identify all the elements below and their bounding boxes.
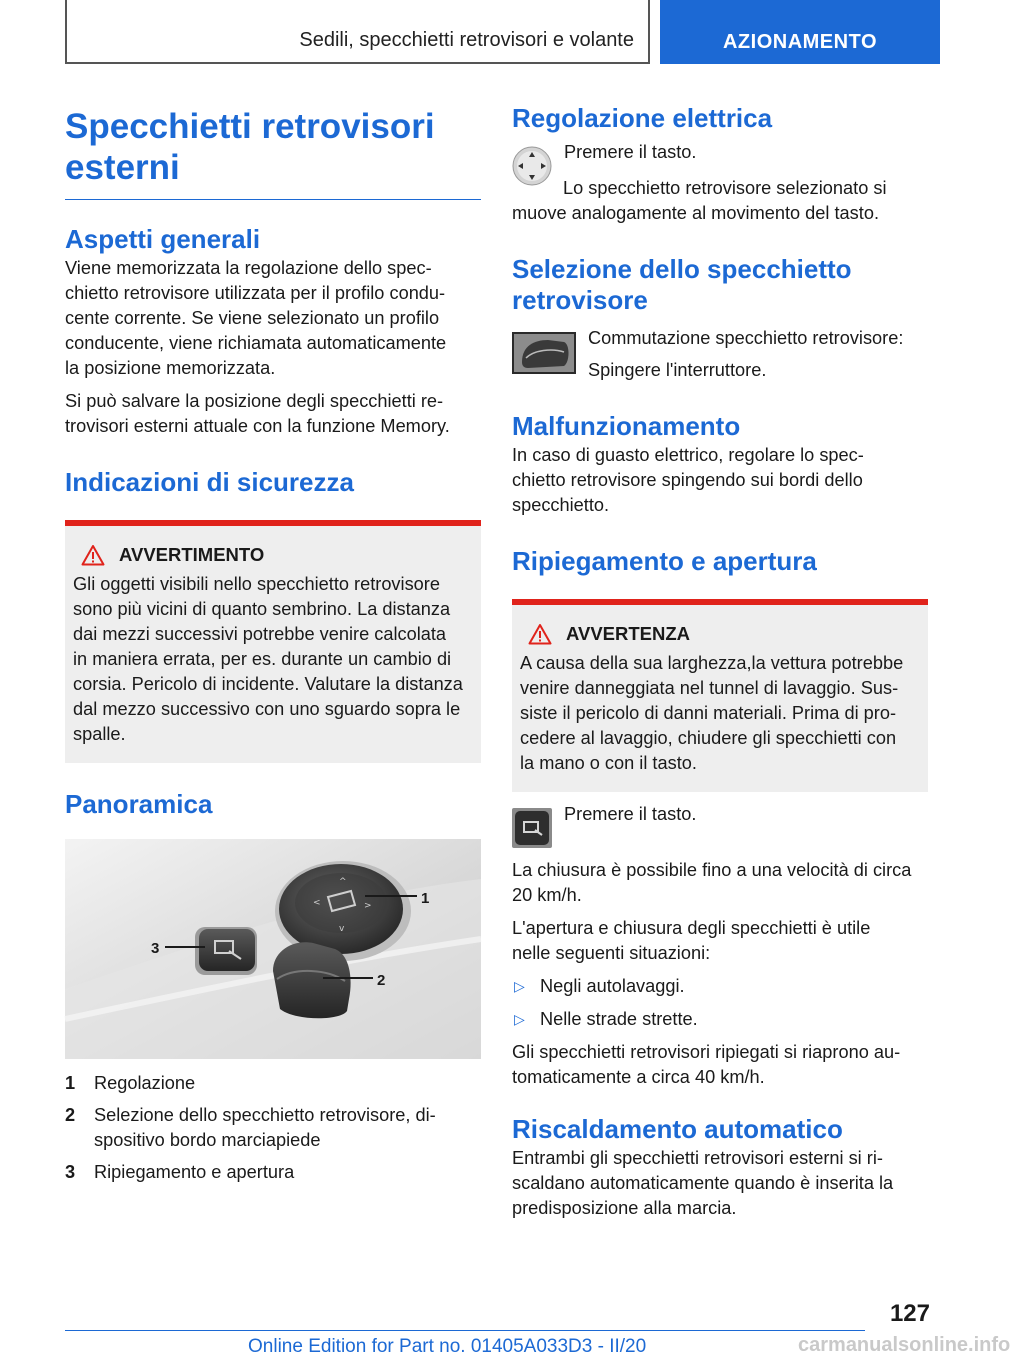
footer-edition: Online Edition for Part no. 01405A033D3 - II/20 [248,1336,647,1357]
fold-paragraph-3: Gli specchietti retrovisori ripiegati si riaprono au- tomaticamente a circa 40 km/h. [512,1042,901,1087]
heating-heading: Riscaldamento automatico [512,1114,843,1144]
fold-paragraph-2: L'apertura e chiusura degli specchietti è utile nelle seguenti situazioni: [512,918,871,963]
electric-paragraph: Lo specchietto retrovisore selezionato si muove analogamente al movimento del tasto. [512,178,887,223]
list-item: ▷ Negli autolavaggi. [512,974,928,999]
caution-title: AVVERTENZA [566,623,691,644]
bullet-triangle-icon: ▷ [514,1011,525,1027]
electric-press: Premere il tasto. [564,142,697,162]
caution-box [512,599,928,792]
malfunction-heading: Malfunzionamento [512,411,741,441]
select-heading: Selezione dello specchietto retrovisore [512,254,852,315]
fold-press: Premere il tasto. [564,804,697,824]
photo-legend [65,1071,481,1185]
header-chapter-tab [660,0,940,64]
warning-title: AVVERTIMENTO [119,544,265,565]
page-number: 127 [889,1300,930,1327]
bullet-triangle-icon: ▷ [514,978,525,994]
electric-heading: Regolazione elettrica [512,103,773,133]
warning-text: Gli oggetti visibili nello specchietto retrovisore sono più vicini di quanto sembrino. La distanza dai mezzi successivi potrebbe venire calcolata in maniera errata, per es. durante un cambio di corsia. Pericolo di incidente. Valutare la distanza dal mezzo successivo con uno sguardo sopra le spalle. [73,574,463,744]
right-column [512,100,928,1221]
safety-heading: Indicazioni di sicurezza [65,467,354,497]
header-section-title: Sedili, specchietti retrovisori e volante [299,29,634,51]
svg-text:>: > [364,901,372,911]
callout-2: 2 [377,972,386,989]
mirror-controls-photo [65,839,481,1059]
heating-paragraph: Entrambi gli specchietti retrovisori esterni si ri- scaldano automaticamente quando è inserita la predisposizione alla marcia. [512,1148,894,1218]
warning-triangle-icon [81,544,105,566]
fold-paragraph-1: La chiusura è possibile fino a una velocità di circa 20 km/h. [512,860,912,905]
warning-triangle-icon [528,623,552,645]
svg-text:^: ^ [339,877,347,887]
caution-text: A causa della sua larghezza,la vettura potrebbe venire danneggiata nel tunnel di lavaggio. Sus- siste il pericolo di danni materiali. Prima di pro- cedere al lavaggio, chiudere gli specchietti con la mano o con il tasto. [520,653,904,773]
left-column [65,100,481,1185]
header-chapter-title: AZIONAMENTO [722,31,877,53]
legend-item: 3 Ripiegamento e apertura [65,1162,295,1182]
page-title: Specchietti retrovisori esterni [65,107,435,187]
select-paragraph-1: Commutazione specchietto retrovisore: [588,328,904,348]
watermark: carmanualsonline.info [798,1333,1010,1356]
mirror-fold-button-icon [512,808,552,848]
mirror-select-switch-icon [512,332,576,374]
legend-item: 1 Regolazione [65,1073,196,1093]
svg-text:v: v [339,924,345,934]
select-paragraph-2: Spingere l'interruttore. [588,360,767,380]
general-heading: Aspetti generali [65,224,261,254]
overview-heading: Panoramica [65,789,213,819]
header-section-tab [65,0,650,64]
mirror-adjust-button-icon [512,146,552,186]
legend-item: 2 Selezione dello specchietto retrovisore, di- spositivo bordo marciapiede [65,1105,436,1150]
callout-3: 3 [151,940,160,957]
footer-divider [65,1330,865,1331]
general-paragraph-2: Si può salvare la posizione degli specchietti re- trovisori esterni attuale con la funzione Memory. [65,391,450,436]
title-divider [65,199,481,200]
callout-1: 1 [421,890,430,907]
list-item: ▷ Nelle strade strette. [512,1007,928,1032]
fold-heading: Ripiegamento e apertura [512,546,817,576]
general-paragraph-1: Viene memorizzata la regolazione dello spec- chietto retrovisore utilizzata per il profilo condu- cente corrente. Se viene selezionato un profilo conducente, viene richiamata automaticamente la posizione memorizzata. [65,258,447,378]
svg-text:<: < [313,898,321,908]
malfunction-paragraph: In caso di guasto elettrico, regolare lo spec- chietto retrovisore spingendo sui bordi dello specchietto. [512,445,864,515]
warning-box [65,520,481,763]
